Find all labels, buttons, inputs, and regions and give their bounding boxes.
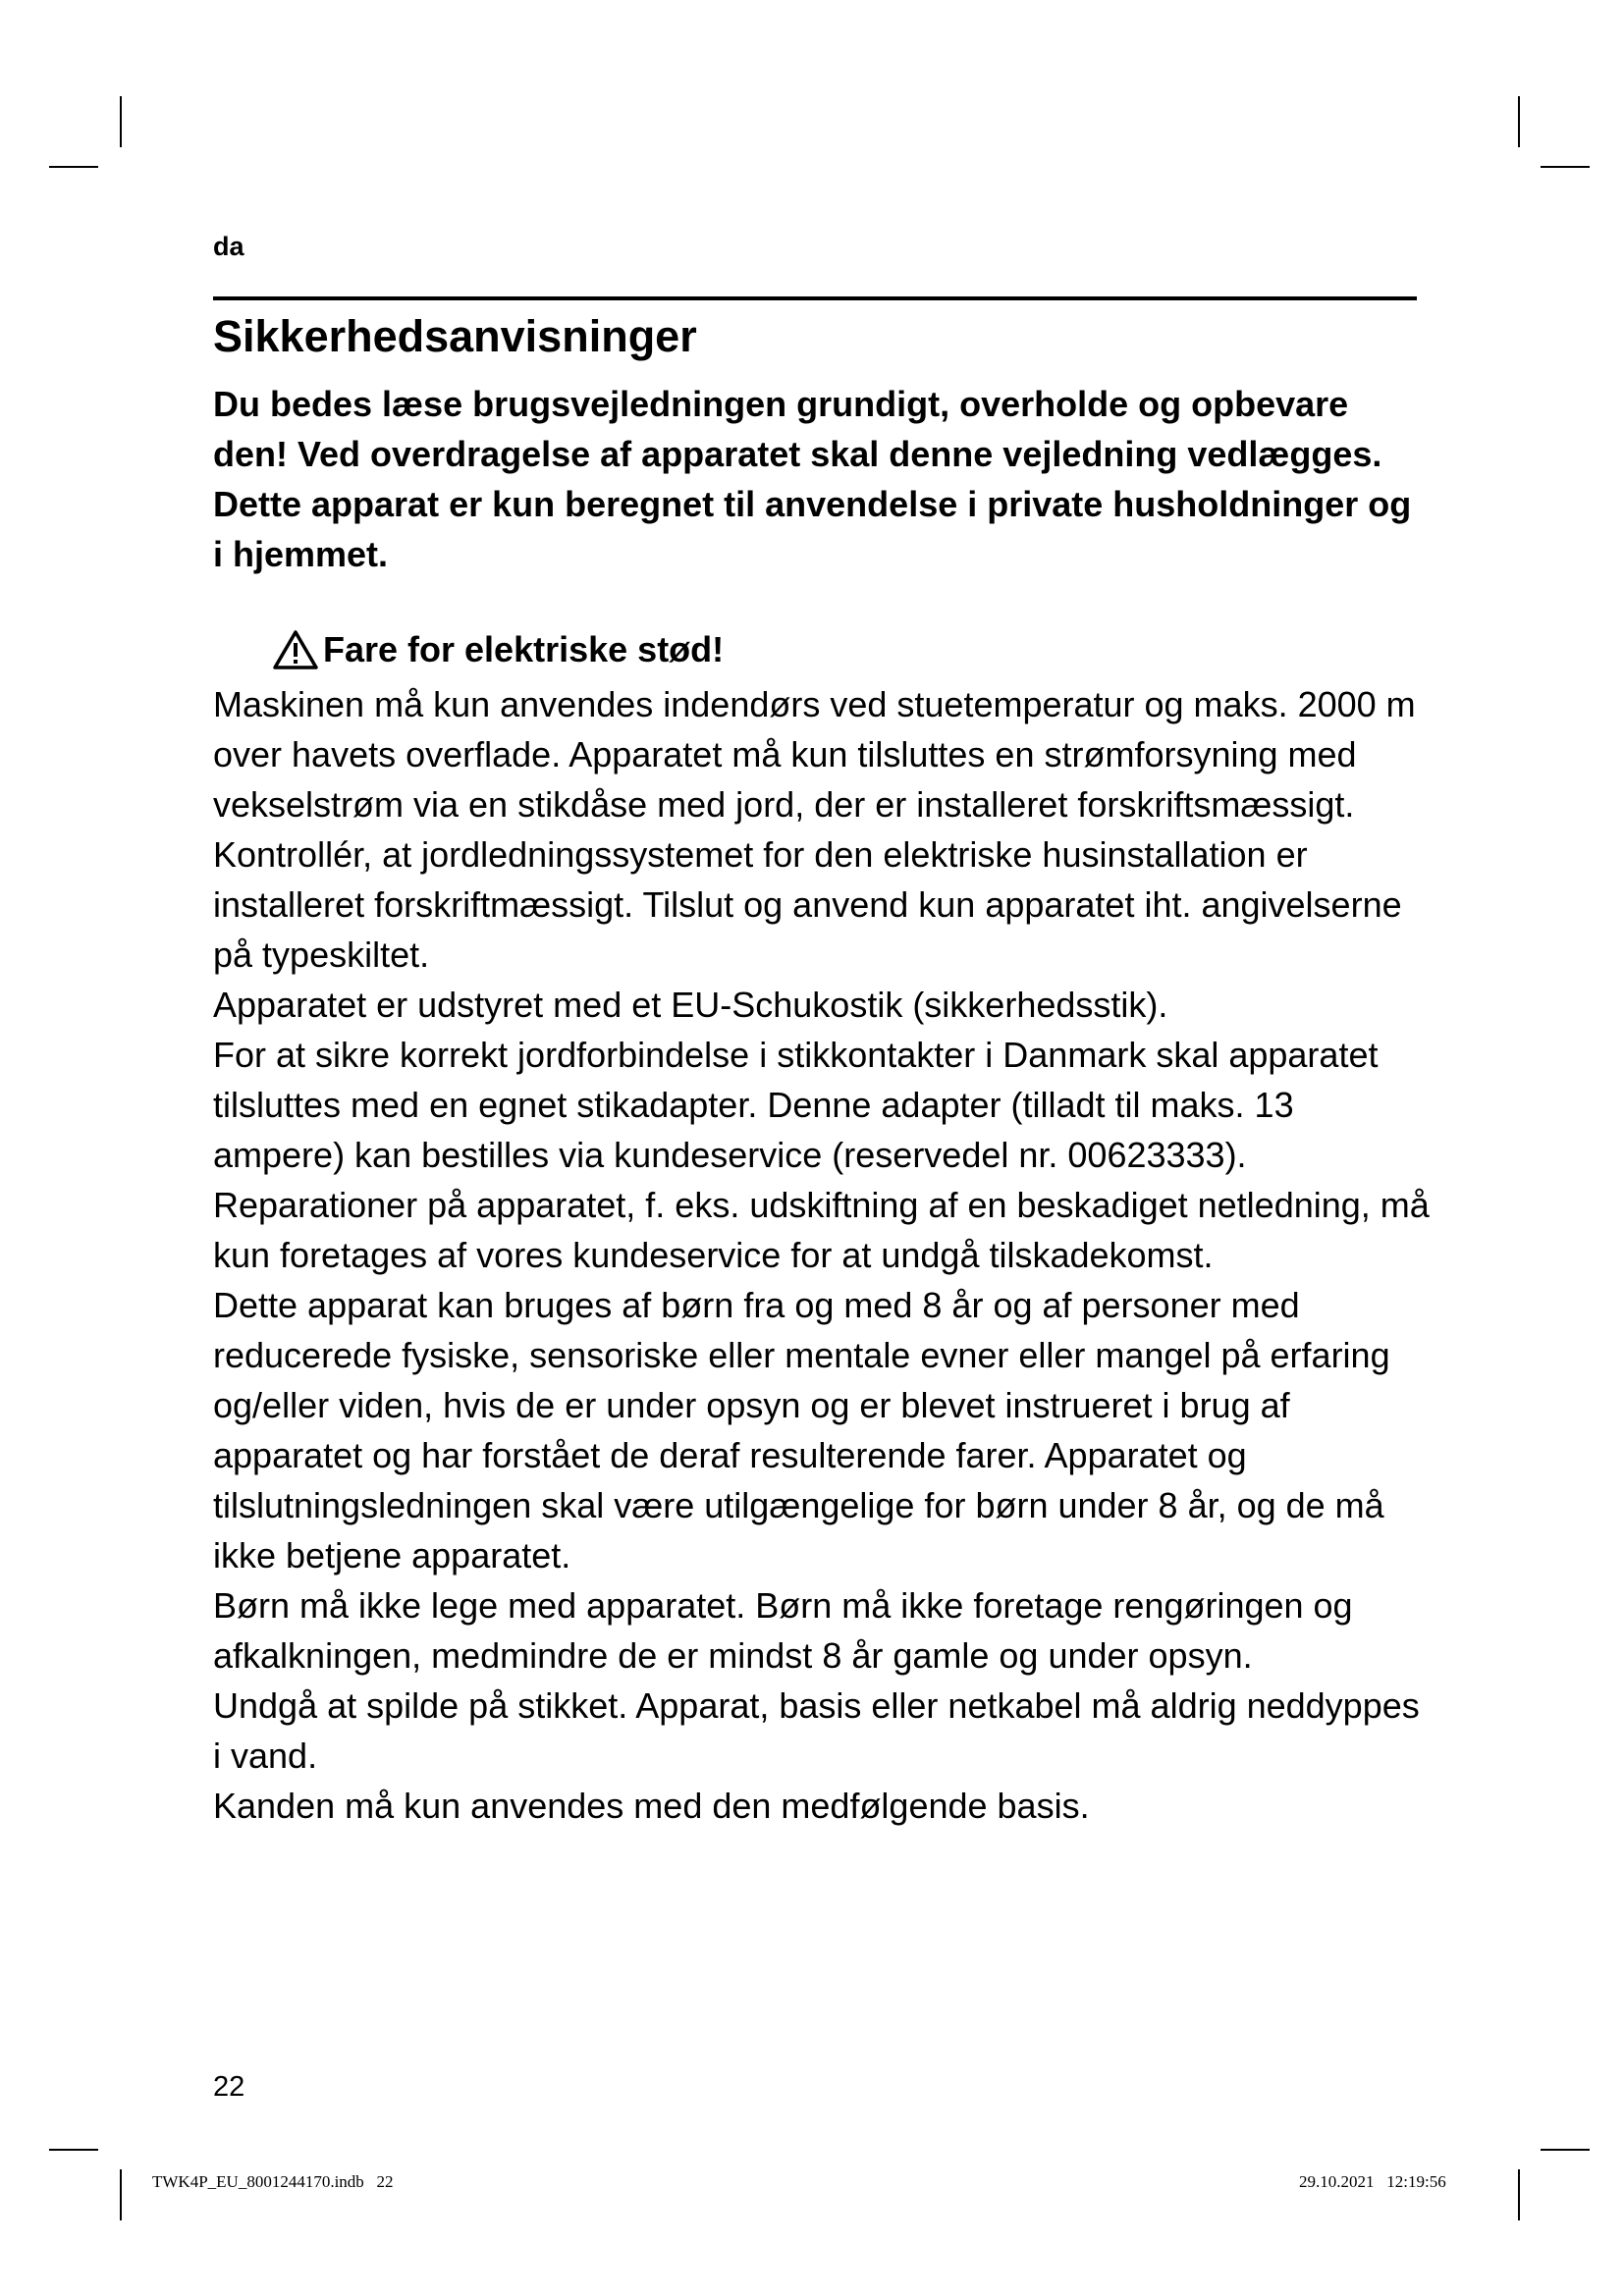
language-code: da — [213, 232, 244, 261]
page-number: 22 — [213, 2071, 245, 2103]
warning-triangle-icon — [272, 629, 319, 670]
warning-heading — [272, 625, 724, 674]
file-slug: TWK4P_EU_8001244170.indb 22 — [152, 2172, 394, 2191]
warning-paragraph: Undgå at spilde på stikket. Apparat, basis eller netkabel må aldrig neddyppes i vand. — [213, 1685, 1420, 1776]
intro-text: Du bedes læse brugsvejledningen grundigt, overholde og opbevare den! Ved overdragelse af apparatet skal denne vejledning vedlægges. Dette apparat er kun beregnet til anvendelse i private husholdninger og i hjemmet. — [213, 384, 1412, 574]
crop-mark — [1541, 2149, 1590, 2151]
warning-body — [213, 679, 1431, 1831]
crop-mark — [120, 96, 122, 147]
warning-paragraph: For at sikre korrekt jordforbindelse i stikkontakter i Danmark skal apparatet tilsluttes med en egnet stikadapter. Denne adapter (tilladt til maks. 13 ampere) kan bestilles via kundeservice (reservedel nr. 00623333). Reparationer på apparatet, f. eks. udskiftning af en beskadiget netledning, må kun foretages af vores kundeservice for at undgå tilskadekomst. — [213, 1035, 1430, 1275]
warning-paragraph: Apparatet er udstyret med et EU-Schukostik (sikkerhedsstik). — [213, 985, 1168, 1025]
warning-paragraph: Kanden må kun anvendes med den medfølgende basis. — [213, 1786, 1090, 1826]
warning-title: Fare for elektriske stød! — [323, 629, 725, 669]
crop-mark — [1518, 2169, 1520, 2220]
crop-mark — [49, 166, 98, 168]
warning-paragraph: Dette apparat kan bruges af børn fra og med 8 år og af personer med reducerede fysiske, sensoriske eller mentale evner eller mangel på erfaring og/eller viden, hvis de er under opsyn og er blevet instrueret i brug af apparatet og har forstået de deraf resulterende farer. Apparatet og tilslutningsledningen skal være utilgængelige for børn under 8 år, og de må ikke betjene apparatet. — [213, 1285, 1390, 1575]
warning-paragraph: Maskinen må kun anvendes indendørs ved stuetemperatur og maks. 2000 m over havets overflade. Apparatet må kun tilsluttes en strømforsyning med vekselstrøm via en stikdåse med jord, der er installeret forskriftsmæssigt. Kontrollér, at jordledningssystemet for den elektriske husinstallation er installeret forskriftmæssigt. Tilslut og anvend kun apparatet iht. angivelserne på typeskiltet. — [213, 684, 1416, 975]
print-timestamp: 29.10.2021 12:19:56 — [1299, 2172, 1446, 2191]
header-rule — [213, 296, 1417, 300]
section-title: Sikkerhedsanvisninger — [213, 311, 697, 361]
crop-mark — [1541, 166, 1590, 168]
crop-mark — [49, 2149, 98, 2151]
warning-paragraph: Børn må ikke lege med apparatet. Børn må ikke foretage rengøringen og afkalkningen, medmindre de er mindst 8 år gamle og under opsyn. — [213, 1585, 1353, 1676]
crop-mark — [120, 2169, 122, 2220]
crop-mark — [1518, 96, 1520, 147]
